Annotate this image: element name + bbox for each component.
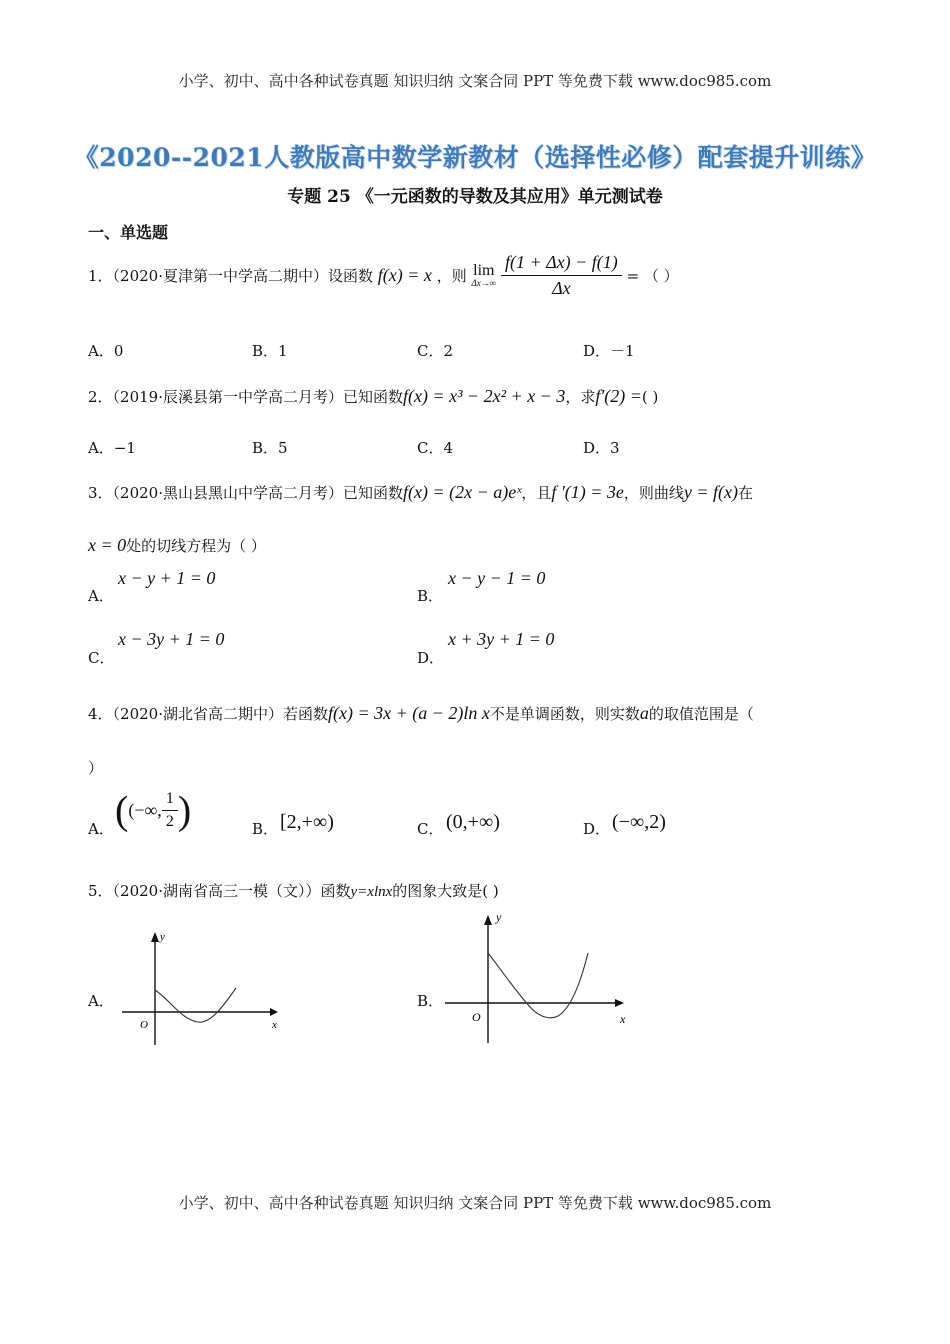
q4-option-b-expr: [2,+∞) [280, 811, 334, 833]
page-header: 小学、初中、高中各种试卷真题 知识归纳 文案合同 PPT 等免费下载 www.doc985.com [178, 72, 772, 90]
x-axis-label: x [272, 1019, 277, 1031]
curve [488, 953, 588, 1018]
q2-option-b: B．5 [252, 439, 288, 457]
origin-label: O [472, 1010, 481, 1024]
question-4: 4．（2020·湖北省高二期中）若函数f(x) = 3x + (a − 2)ln x不是单调函数，则实数a的取值范围是（ [88, 703, 754, 723]
q1-option-b: B．1 [252, 342, 288, 360]
document-subtitle: 专题 25 《一元函数的导数及其应用》单元测试卷 [287, 187, 663, 207]
q3-option-c-expr: x − 3y + 1 = 0 [118, 629, 225, 649]
question-2: 2．（2019·辰溪县第一中学高二月考）已知函数f(x) = x³ − 2x² + x − 3，求f′(2) =( ) [88, 386, 659, 406]
q4-option-b-label: B． [252, 820, 279, 838]
q3-option-a-expr: x − y + 1 = 0 [118, 568, 216, 588]
q3-function: f(x) = (2x − a)eˣ [403, 482, 522, 502]
y-axis-label: y [160, 931, 165, 943]
question-3-line2: x = 0处的切线方程为（ ） [88, 535, 266, 555]
document-title: 《2020--2021人教版高中数学新教材（选择性必修）配套提升训练》 [73, 143, 877, 172]
q3-curve: y = f(x) [683, 482, 739, 502]
section-heading: 一、单选题 [88, 223, 169, 242]
q3-option-c-label: C． [88, 649, 115, 667]
page-footer: 小学、初中、高中各种试卷真题 知识归纳 文案合同 PPT 等免费下载 www.doc985.com [178, 1194, 772, 1212]
q1-fraction: $\frac{f(1 + \Delta x) - f(1)}{\Delta x}$ [501, 252, 622, 299]
q2-option-c: C．4 [417, 439, 454, 457]
x-axis-arrow [270, 1008, 278, 1016]
origin-label: O [140, 1019, 148, 1031]
q5-option-b-graph [440, 905, 640, 1050]
q3-option-d-label: D． [417, 649, 445, 667]
q4-variable: a [639, 703, 649, 723]
q4-option-c-label: C． [417, 820, 444, 838]
q1-limit: lim Δx→∞ [471, 262, 497, 288]
curve [155, 988, 236, 1022]
q1-option-a: A．0 [88, 342, 124, 360]
q3-condition: f ′(1) = 3e [551, 482, 624, 502]
q1-option-c: C．2 [417, 342, 454, 360]
q4-function: f(x) = 3x + (a − 2)ln x [328, 703, 490, 723]
q4-option-c-expr: (0,+∞) [446, 811, 500, 833]
q2-option-a: A．−1 [88, 439, 136, 457]
question-5: 5．（2020·湖南省高三一模（文））函数y=xlnx的图象大致是( ) [88, 882, 499, 900]
q2-option-d: D．3 [583, 439, 620, 457]
question-3: 3．（2020·黑山县黑山中学高二月考）已知函数f(x) = (2x − a)eˣ，且f ′(1) = 3e，则曲线y = f(x)在 [88, 482, 754, 502]
q3-option-d-expr: x + 3y + 1 = 0 [448, 629, 555, 649]
y-axis-arrow [484, 915, 492, 925]
q4-option-d-label: D． [583, 820, 611, 838]
q2-derivative: f′(2) = [595, 386, 642, 406]
y-axis-arrow [151, 932, 159, 942]
q3-option-b-label: B． [417, 587, 444, 605]
x-axis-arrow [615, 999, 624, 1007]
q3-option-a-label: A． [88, 587, 114, 605]
y-axis-label: y [496, 910, 502, 924]
q1-function: f(x) = x [377, 265, 432, 285]
x-axis-label: x [620, 1012, 626, 1026]
q4-option-d-expr: (−∞,2) [612, 811, 666, 833]
q1-option-d: D．－1 [583, 342, 635, 360]
q2-function: f(x) = x³ − 2x² + x − 3 [403, 386, 566, 406]
q5-option-b-label: B． [417, 992, 444, 1010]
q4-option-a-label: A． [88, 820, 114, 838]
q5-option-a-label: A． [88, 992, 114, 1010]
q5-function: y=xlnx [350, 884, 393, 900]
question-1: 1．（2020·夏津第一中学高二期中）设函数 f(x) = x ，则 lim Δx→∞ $\frac{f(1 + \Delta x) - f(1)}{\Delta x}$ = （ ） [88, 252, 679, 298]
question-4-line2: ） [88, 759, 104, 777]
q4-option-a-expr: ((−∞, $\frac{1}{2}$ ) [115, 787, 192, 833]
q3-option-b-expr: x − y − 1 = 0 [448, 568, 546, 588]
q5-option-a-graph [110, 920, 290, 1055]
